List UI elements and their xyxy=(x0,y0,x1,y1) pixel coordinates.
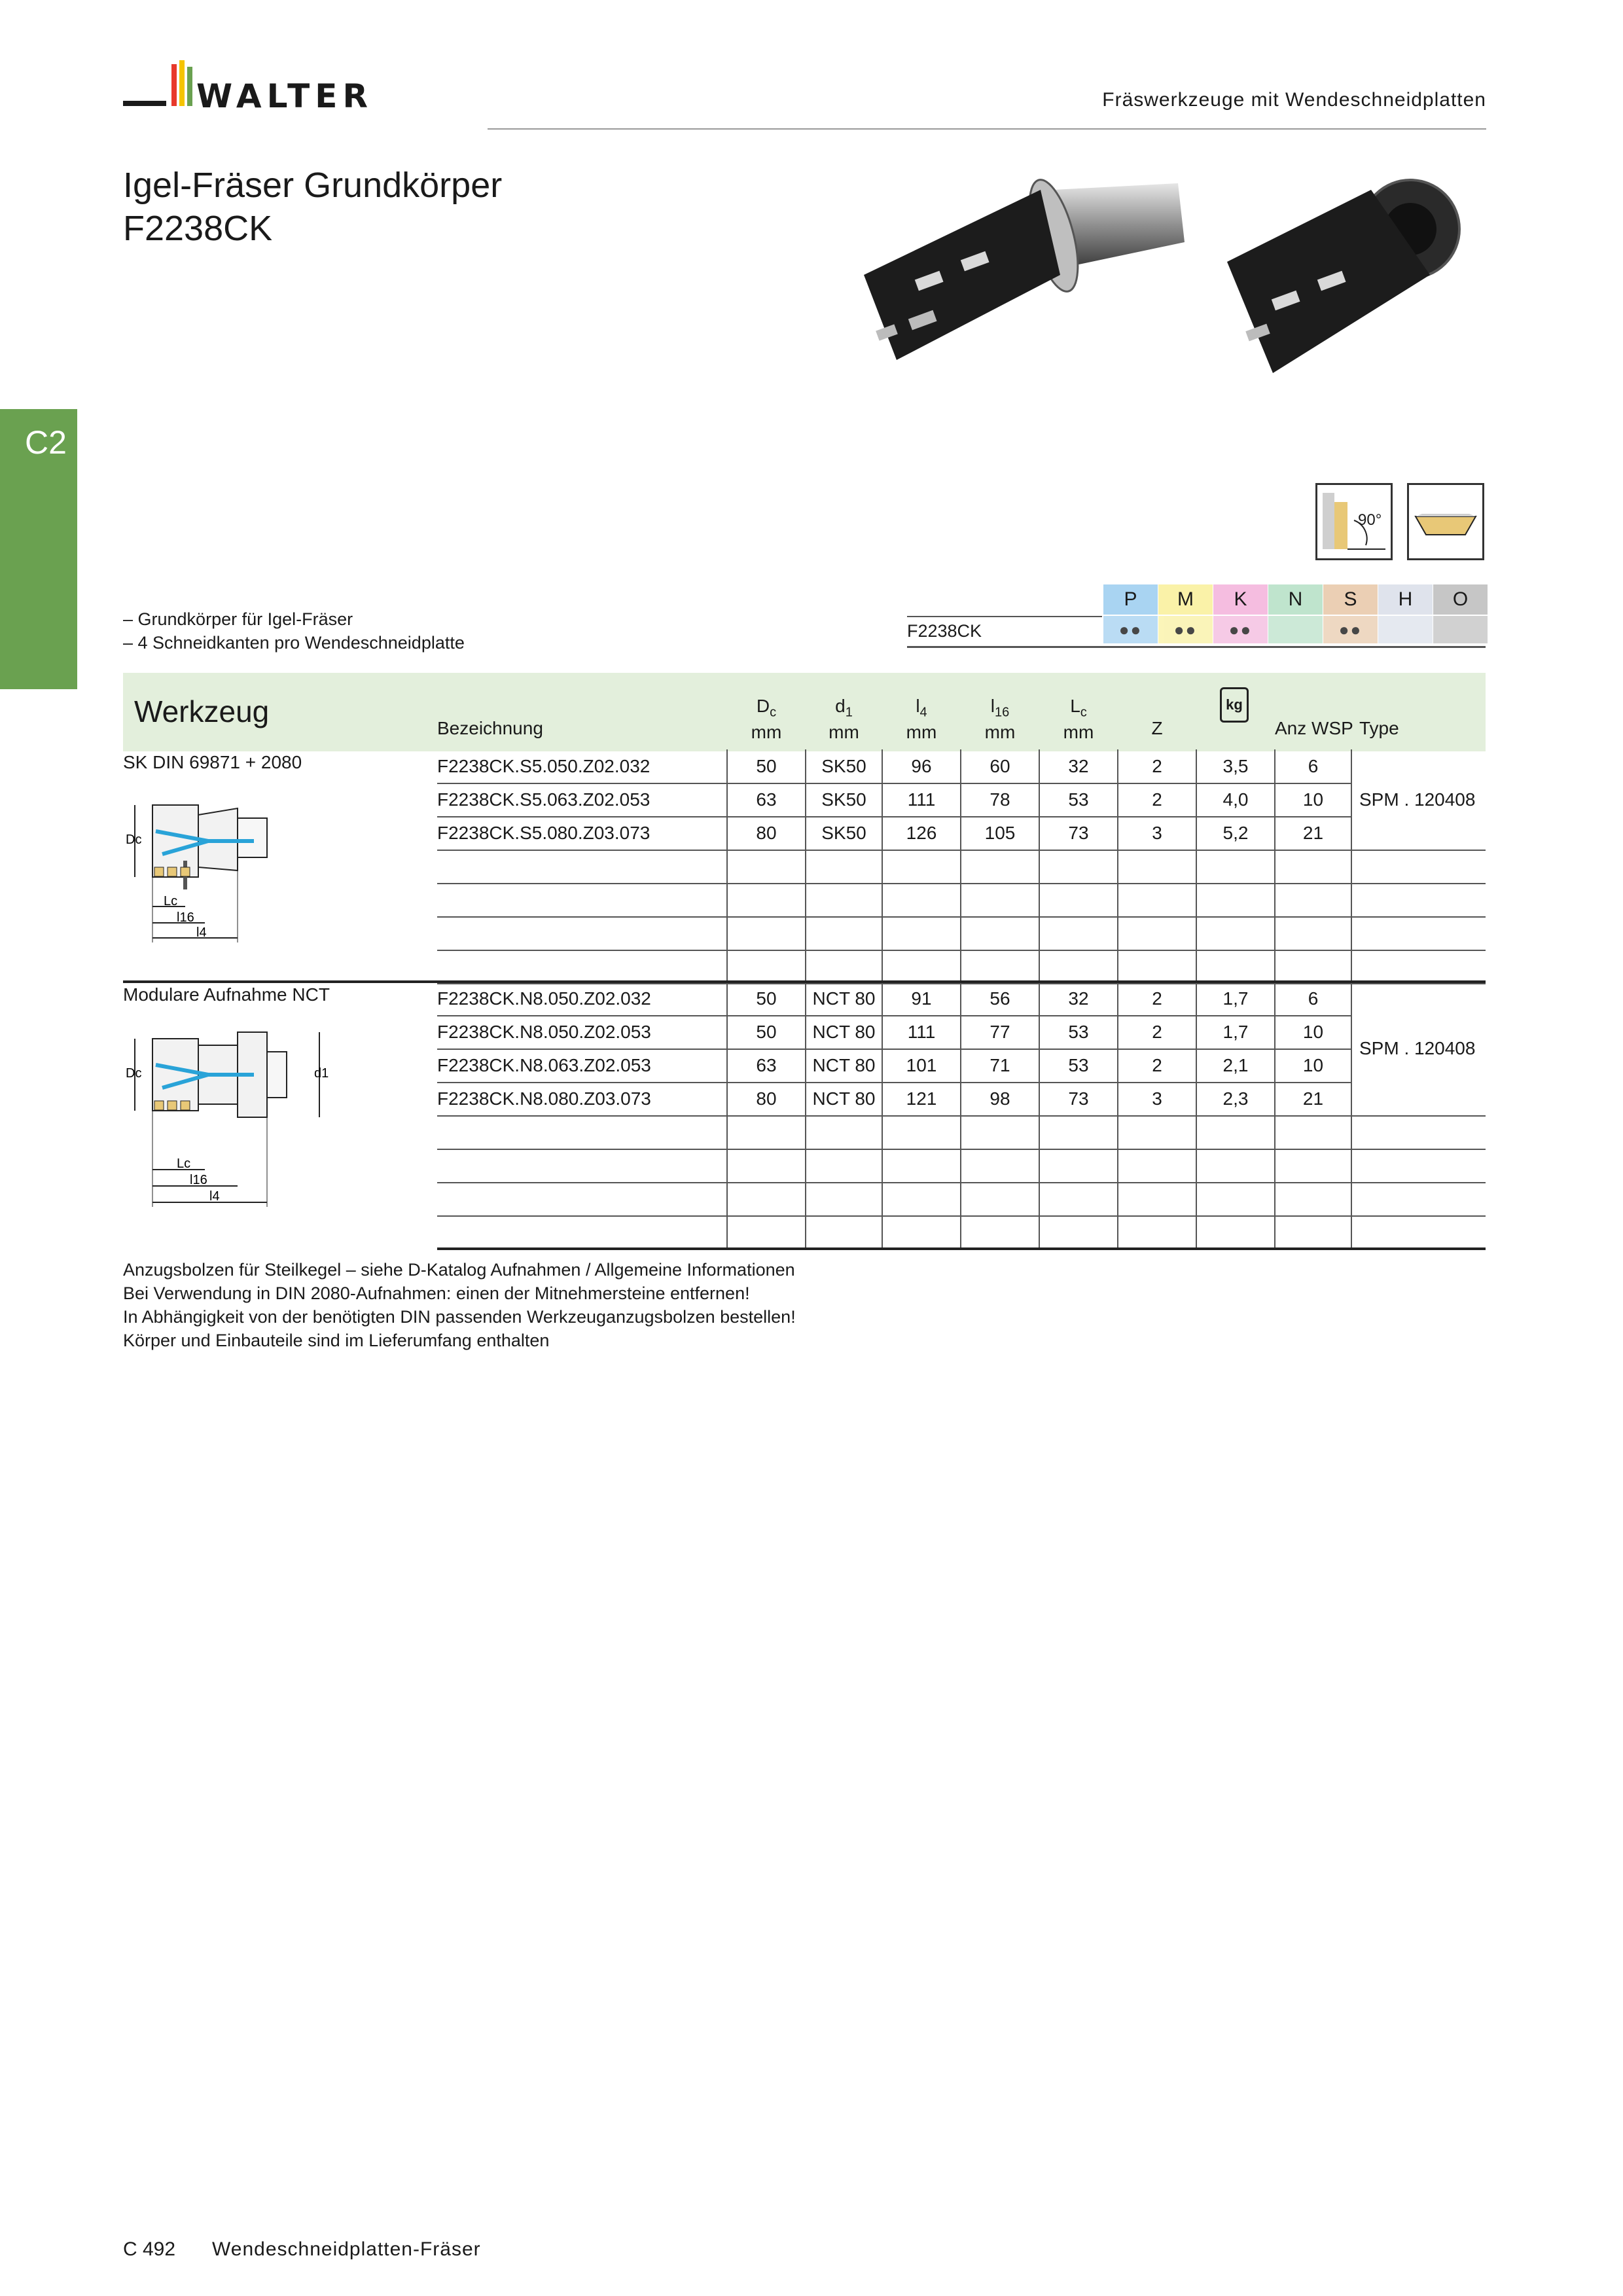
iso-rating-n xyxy=(1268,616,1323,643)
iso-row-label: F2238CK xyxy=(907,616,1102,645)
cell-l16: 77 xyxy=(990,1022,1010,1042)
note-line: Körper und Einbauteile sind im Lieferumfang enthalten xyxy=(123,1331,550,1350)
product-photo-2 xyxy=(1214,164,1489,380)
cell-dc: 80 xyxy=(756,823,777,843)
col-l4 xyxy=(883,696,960,742)
iso-rating-m: ●● xyxy=(1158,616,1213,643)
chapter-tab-label: C2 xyxy=(25,424,67,461)
iso-rating-k: ●● xyxy=(1213,616,1268,643)
cell-type: SPM . 120408 xyxy=(1359,789,1476,810)
col-d1-symbol xyxy=(806,696,882,723)
cell-l4: 91 xyxy=(911,988,932,1009)
dim-dc-label: Dc xyxy=(126,833,142,847)
cell-bez: F2238CK.N8.050.Z02.053 xyxy=(437,1022,651,1042)
row-divider xyxy=(437,916,1486,918)
note-line: In Abhängigkeit von der benötigten DIN passenden Werkzeuganzugsbolzen bestellen! xyxy=(123,1307,796,1327)
note-line: Anzugsbolzen für Steilkegel – siehe D-Katalog Aufnahmen / Allgemeine Informationen xyxy=(123,1260,795,1280)
title-line-2: F2238CK xyxy=(123,209,273,248)
cell-d1: NCT 80 xyxy=(812,988,876,1009)
cell-z: 2 xyxy=(1152,988,1162,1009)
col-l16-symbol xyxy=(961,696,1039,723)
unit: mm xyxy=(906,721,937,742)
cell-l16: 56 xyxy=(990,988,1010,1009)
col-anz-wsp: Anz WSP xyxy=(1275,718,1353,738)
notes xyxy=(123,1258,796,1352)
iso-group-m: M xyxy=(1158,584,1213,615)
table-bottom-rule xyxy=(437,1247,1486,1250)
feature-item: – 4 Schneidkanten pro Wendeschneidplatte xyxy=(123,633,465,653)
cell-d1: SK50 xyxy=(821,823,866,843)
cell-d1: NCT 80 xyxy=(812,1055,876,1075)
cell-bez: F2238CK.N8.050.Z02.032 xyxy=(437,988,651,1009)
cell-dc: 50 xyxy=(756,1022,777,1042)
row-divider xyxy=(437,1182,1486,1183)
cutting-angle-icon xyxy=(1315,483,1393,560)
cell-z: 2 xyxy=(1152,756,1162,776)
cell-kg: 2,3 xyxy=(1222,1088,1249,1109)
cell-z: 3 xyxy=(1152,1088,1162,1109)
col-lc xyxy=(1040,696,1117,742)
cell-d1: NCT 80 xyxy=(812,1022,876,1042)
cell-l16: 105 xyxy=(984,823,1016,843)
cell-z: 3 xyxy=(1152,823,1162,843)
cell-bez: F2238CK.S5.080.Z03.073 xyxy=(437,823,651,843)
col-dc xyxy=(728,696,805,742)
feature-list xyxy=(123,607,465,655)
row-divider xyxy=(437,1215,1486,1217)
symbol: D xyxy=(756,696,770,716)
symbol: l xyxy=(990,696,995,716)
cell-bez: F2238CK.S5.050.Z02.032 xyxy=(437,756,651,776)
col-z: Z xyxy=(1151,718,1163,738)
dim-l4-label: l4 xyxy=(196,925,207,940)
cell-lc: 53 xyxy=(1068,1055,1089,1075)
chapter-tab xyxy=(0,409,77,689)
cell-d1: NCT 80 xyxy=(812,1088,876,1109)
symbol: L xyxy=(1070,696,1080,716)
group-separator xyxy=(123,980,1486,983)
iso-group-o: O xyxy=(1433,584,1488,615)
cell-l4: 111 xyxy=(907,789,936,810)
iso-group-n: N xyxy=(1268,584,1323,615)
dim-l16-label: l16 xyxy=(190,1173,207,1187)
logo-text: WALTER xyxy=(196,77,373,115)
cell-d1: SK50 xyxy=(821,756,866,776)
col-l4-symbol xyxy=(883,696,960,723)
note-line: Bei Verwendung in DIN 2080-Aufnahmen: einen der Mitnehmersteine entfernen! xyxy=(123,1283,750,1303)
sk-tool-drawing xyxy=(123,789,270,959)
cell-kg: 3,5 xyxy=(1222,756,1249,776)
subscript: c xyxy=(770,705,777,720)
cell-lc: 73 xyxy=(1068,1088,1089,1109)
dim-l16-label: l16 xyxy=(177,910,194,925)
row-divider xyxy=(437,1149,1486,1150)
dim-lc-label: Lc xyxy=(164,894,178,908)
cell-anz: 10 xyxy=(1302,789,1324,810)
col-lc-symbol xyxy=(1040,696,1117,723)
cell-anz: 6 xyxy=(1308,756,1319,776)
cell-lc: 73 xyxy=(1068,823,1089,843)
group-label: SK DIN 69871 + 2080 xyxy=(123,752,302,772)
cell-kg: 1,7 xyxy=(1222,1022,1249,1042)
cell-anz: 10 xyxy=(1302,1022,1324,1042)
cell-l16: 78 xyxy=(990,789,1010,810)
subscript: 16 xyxy=(994,705,1010,720)
unit: mm xyxy=(829,721,859,742)
col-l16 xyxy=(961,696,1039,742)
footer-title: Wendeschneidplatten-Fräser xyxy=(212,2238,481,2260)
page-number: C 492 xyxy=(123,2238,176,2260)
symbol: d xyxy=(835,696,846,716)
unit: mm xyxy=(1063,721,1094,742)
cell-l4: 101 xyxy=(906,1055,937,1075)
subscript: c xyxy=(1080,705,1087,720)
dim-lc-label: Lc xyxy=(177,1157,191,1171)
product-photo-1 xyxy=(838,164,1204,373)
cell-dc: 63 xyxy=(756,789,777,810)
cell-anz: 21 xyxy=(1302,1088,1324,1109)
cell-bez: F2238CK.S5.063.Z02.053 xyxy=(437,789,651,810)
cell-dc: 80 xyxy=(756,1088,777,1109)
page-title xyxy=(123,164,502,250)
row-divider xyxy=(437,950,1486,951)
iso-rating-h xyxy=(1378,616,1433,643)
iso-rating-o xyxy=(1433,616,1488,643)
column-divider xyxy=(1351,749,1352,983)
iso-rating-s: ●● xyxy=(1323,616,1378,643)
unit: mm xyxy=(984,721,1016,742)
cell-bez: F2238CK.N8.080.Z03.073 xyxy=(437,1088,651,1109)
weight-icon-label: kg xyxy=(1226,696,1243,713)
angle-label: 90° xyxy=(1358,511,1382,529)
subscript: 1 xyxy=(845,705,853,720)
cell-dc: 63 xyxy=(756,1055,777,1075)
iso-rating-p: ●● xyxy=(1103,616,1158,643)
section-heading: Werkzeug xyxy=(134,694,270,728)
symbol: l xyxy=(916,696,920,716)
row-divider xyxy=(437,883,1486,884)
cell-kg: 5,2 xyxy=(1222,823,1249,843)
header-rule xyxy=(488,128,1486,130)
iso-group-p: P xyxy=(1103,584,1158,615)
iso-group-s: S xyxy=(1323,584,1378,615)
cell-kg: 4,0 xyxy=(1222,789,1249,810)
cell-anz: 10 xyxy=(1302,1055,1324,1075)
cell-lc: 53 xyxy=(1068,1022,1089,1042)
cell-d1: SK50 xyxy=(821,789,866,810)
dim-dc-label: Dc xyxy=(126,1066,142,1081)
col-d1 xyxy=(806,696,882,742)
cell-dc: 50 xyxy=(756,756,777,776)
col-bezeichnung: Bezeichnung xyxy=(437,718,543,738)
nct-tool-drawing xyxy=(123,1022,336,1212)
cell-lc: 32 xyxy=(1068,756,1089,776)
cell-dc: 50 xyxy=(756,988,777,1009)
cell-l4: 121 xyxy=(906,1088,937,1109)
weight-icon xyxy=(1220,687,1249,723)
cell-z: 2 xyxy=(1152,1055,1162,1075)
cell-kg: 1,7 xyxy=(1222,988,1249,1009)
title-line-1: Igel-Fräser Grundkörper xyxy=(123,166,503,205)
dim-l4-label: l4 xyxy=(209,1189,220,1204)
cell-l16: 71 xyxy=(990,1055,1010,1075)
insert-shape-icon xyxy=(1407,483,1484,560)
cell-lc: 53 xyxy=(1068,789,1089,810)
col-dc-symbol xyxy=(728,696,805,723)
group-label: Modulare Aufnahme NCT xyxy=(123,984,330,1005)
cell-kg: 2,1 xyxy=(1222,1055,1249,1075)
cell-l4: 111 xyxy=(907,1022,936,1042)
cell-z: 2 xyxy=(1152,1022,1162,1042)
iso-group-h: H xyxy=(1378,584,1433,615)
cell-type: SPM . 120408 xyxy=(1359,1038,1476,1058)
feature-item: – Grundkörper für Igel-Fräser xyxy=(123,609,353,629)
cell-l4: 126 xyxy=(906,823,937,843)
cell-l16: 60 xyxy=(990,756,1010,776)
cell-anz: 6 xyxy=(1308,988,1319,1009)
cell-l16: 98 xyxy=(990,1088,1010,1109)
section-title: Fräswerkzeuge mit Wendeschneidplatten xyxy=(1102,89,1486,111)
col-type: Type xyxy=(1359,718,1399,738)
cell-z: 2 xyxy=(1152,789,1162,810)
cell-anz: 21 xyxy=(1302,823,1324,843)
cell-lc: 32 xyxy=(1068,988,1089,1009)
unit: mm xyxy=(751,721,782,742)
subscript: 4 xyxy=(919,705,927,720)
cell-l4: 96 xyxy=(911,756,932,776)
iso-group-k: K xyxy=(1213,584,1268,615)
cell-bez: F2238CK.N8.063.Z02.053 xyxy=(437,1055,651,1075)
dim-d1-label: d1 xyxy=(314,1066,329,1081)
